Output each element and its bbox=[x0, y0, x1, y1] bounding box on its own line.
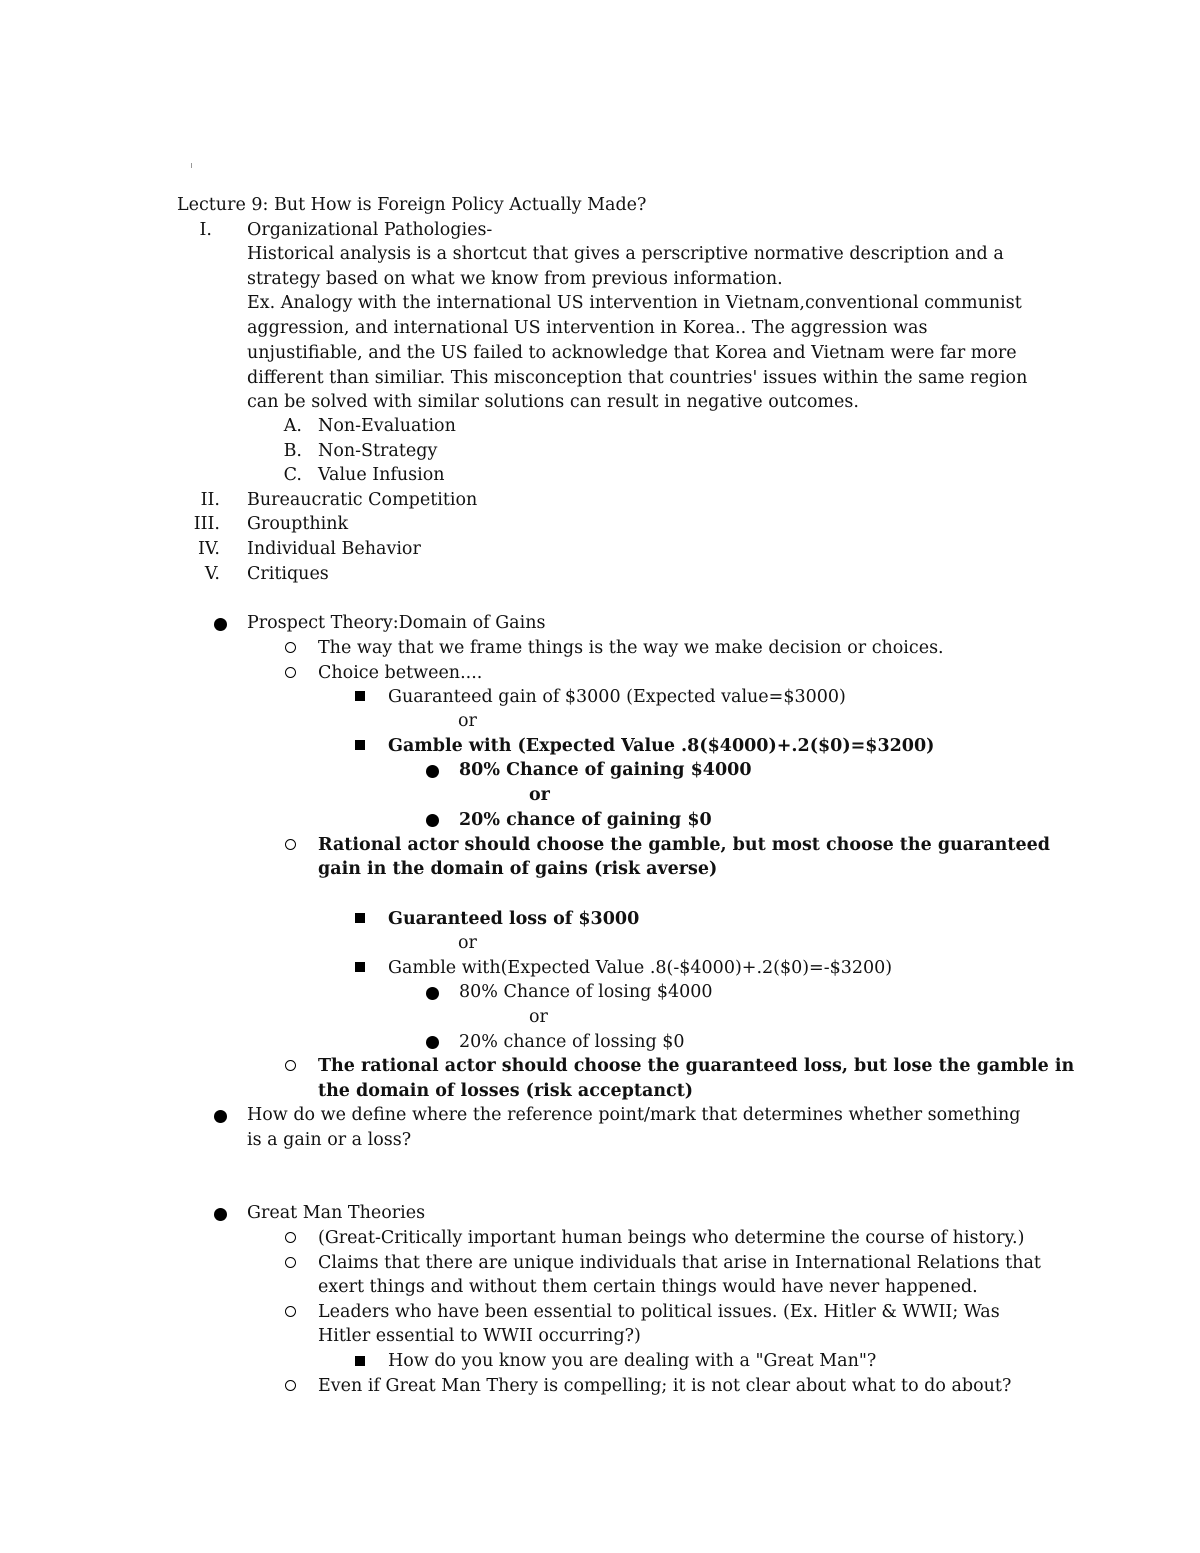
great-man-heading: Great Man Theories bbox=[247, 1203, 426, 1223]
great-man-item: Leaders who have been essential to political issues. (Ex. Hitler & WWII; Was bbox=[318, 1302, 1000, 1322]
sub-item-value-infusion: Value Infusion bbox=[318, 465, 445, 485]
bullet-dot-icon bbox=[426, 765, 439, 778]
numeral-i: I. bbox=[199, 220, 212, 240]
section-individual-behavior: Individual Behavior bbox=[247, 539, 421, 559]
bullet-dot-icon bbox=[214, 618, 227, 631]
great-man-item: (Great-Critically important human beings who determine the course of history.) bbox=[318, 1228, 1025, 1248]
numeral-ii: II. bbox=[200, 490, 220, 510]
letter-a: A. bbox=[283, 416, 302, 436]
sub-item-non-evaluation: Non-Evaluation bbox=[318, 416, 456, 436]
reference-point-line: How do we define where the reference point/mark that determines whether something bbox=[247, 1105, 1021, 1125]
numeral-iv: IV. bbox=[197, 539, 220, 559]
bullet-dot-icon bbox=[426, 987, 439, 1000]
guaranteed-loss: Guaranteed loss of $3000 bbox=[388, 909, 640, 929]
paragraph-line: strategy based on what we know from previous information. bbox=[247, 269, 783, 289]
choice-between: Choice between.... bbox=[318, 663, 483, 683]
framing-point: The way that we frame things is the way we make decision or choices. bbox=[318, 638, 944, 658]
numeral-iii: III. bbox=[193, 514, 220, 534]
bullet-square-icon bbox=[355, 691, 365, 701]
bullet-circle-icon bbox=[285, 839, 296, 850]
or-separator: or bbox=[529, 785, 550, 805]
page-mark bbox=[191, 163, 192, 168]
paragraph-line: aggression, and international US intervention in Korea.. The aggression was bbox=[247, 318, 928, 338]
bullet-circle-icon bbox=[285, 667, 296, 678]
paragraph-line: unjustifiable, and the US failed to acknowledge that Korea and Vietnam were far more bbox=[247, 343, 1017, 363]
bullet-square-icon bbox=[355, 740, 365, 750]
section-groupthink: Groupthink bbox=[247, 514, 349, 534]
letter-c: C. bbox=[283, 465, 302, 485]
bullet-circle-icon bbox=[285, 1306, 296, 1317]
bullet-dot-icon bbox=[426, 814, 439, 827]
bullet-circle-icon bbox=[285, 1380, 296, 1391]
paragraph-line: different than similiar. This misconception that countries' issues within the same region bbox=[247, 368, 1028, 388]
sub-item-non-strategy: Non-Strategy bbox=[318, 441, 438, 461]
bullet-square-icon bbox=[355, 962, 365, 972]
guaranteed-gain: Guaranteed gain of $3000 (Expected value=$3000) bbox=[388, 687, 846, 707]
paragraph-line: Historical analysis is a shortcut that gives a perscriptive normative description and a bbox=[247, 244, 1004, 264]
bullet-square-icon bbox=[355, 1356, 365, 1366]
chance-20-loss: 20% chance of lossing $0 bbox=[459, 1032, 685, 1052]
rational-loss-line: The rational actor should choose the guaranteed loss, but lose the gamble in bbox=[318, 1056, 1075, 1076]
chance-80-loss: 80% Chance of losing $4000 bbox=[459, 982, 713, 1002]
section-critiques: Critiques bbox=[247, 564, 329, 584]
bullet-circle-icon bbox=[285, 1232, 296, 1243]
great-man-sub-question: How do you know you are dealing with a "Great Man"? bbox=[388, 1351, 877, 1371]
great-man-item: Claims that there are unique individuals that arise in International Relations that bbox=[318, 1253, 1041, 1273]
rational-gain-line: gain in the domain of gains (risk averse) bbox=[318, 859, 718, 879]
paragraph-line: Ex. Analogy with the international US intervention in Vietnam,conventional communist bbox=[247, 293, 1022, 313]
reference-point-line: is a gain or a loss? bbox=[247, 1130, 412, 1150]
bullet-circle-icon bbox=[285, 642, 296, 653]
chance-20-gain: 20% chance of gaining $0 bbox=[459, 810, 712, 830]
rational-loss-line: the domain of losses (risk acceptanct) bbox=[318, 1081, 694, 1101]
letter-b: B. bbox=[283, 441, 302, 461]
bullet-square-icon bbox=[355, 913, 365, 923]
great-man-item: exert things and without them certain things would have never happened. bbox=[318, 1277, 978, 1297]
bullet-dot-icon bbox=[214, 1110, 227, 1123]
chance-80-gain: 80% Chance of gaining $4000 bbox=[459, 760, 752, 780]
paragraph-line: can be solved with similar solutions can result in negative outcomes. bbox=[247, 392, 859, 412]
lecture-title: Lecture 9: But How is Foreign Policy Actually Made? bbox=[177, 195, 647, 215]
bullet-dot-icon bbox=[214, 1208, 227, 1221]
bullet-dot-icon bbox=[426, 1036, 439, 1049]
numeral-v: V. bbox=[204, 564, 220, 584]
great-man-last: Even if Great Man Thery is compelling; it is not clear about what to do about? bbox=[318, 1376, 1012, 1396]
prospect-theory-heading: Prospect Theory:Domain of Gains bbox=[247, 613, 546, 633]
section-heading-organizational: Organizational Pathologies- bbox=[247, 220, 493, 240]
gamble-gain: Gamble with (Expected Value .8($4000)+.2($0)=$3200) bbox=[388, 736, 935, 756]
bullet-circle-icon bbox=[285, 1060, 296, 1071]
rational-gain-line: Rational actor should choose the gamble, but most choose the guaranteed bbox=[318, 835, 1050, 855]
section-bureaucratic-competition: Bureaucratic Competition bbox=[247, 490, 478, 510]
or-separator: or bbox=[529, 1007, 548, 1027]
or-separator: or bbox=[458, 711, 477, 731]
gamble-loss: Gamble with(Expected Value .8(-$4000)+.2($0)=-$3200) bbox=[388, 958, 893, 978]
or-separator: or bbox=[458, 933, 477, 953]
bullet-circle-icon bbox=[285, 1257, 296, 1268]
great-man-item: Hitler essential to WWII occurring?) bbox=[318, 1326, 641, 1346]
